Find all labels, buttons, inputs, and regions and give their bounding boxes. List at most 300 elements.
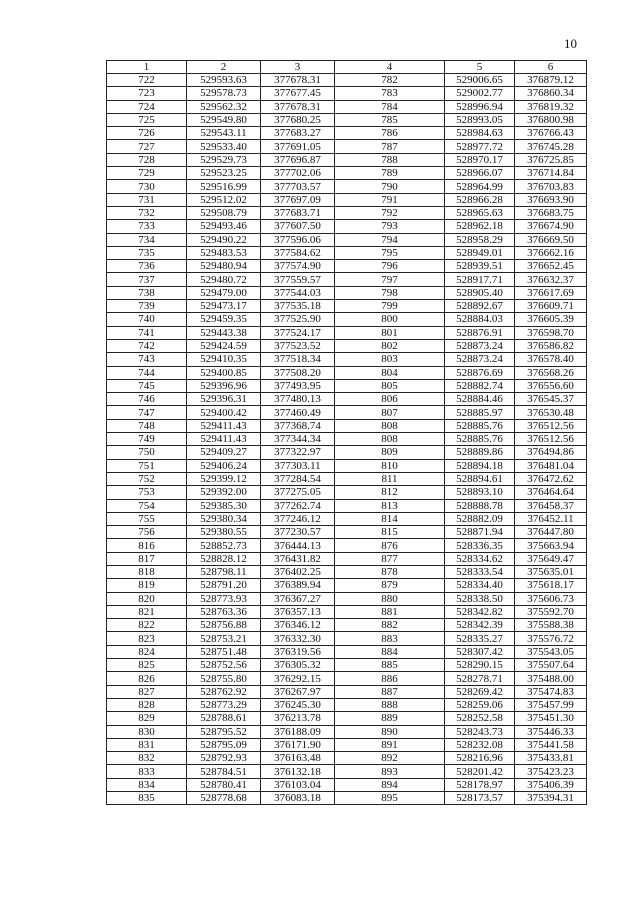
table-row — [107, 220, 587, 233]
table-cell: 828 — [107, 698, 187, 711]
table-row — [107, 326, 587, 339]
table-cell: 375592.70 — [515, 605, 587, 618]
table-cell: 726 — [107, 127, 187, 140]
table-row — [107, 752, 587, 765]
table-row — [107, 140, 587, 153]
column-header: 5 — [445, 61, 515, 74]
table-cell: 377322.97 — [261, 446, 335, 459]
table-cell: 877 — [335, 552, 445, 565]
table-cell: 529399.12 — [187, 472, 261, 485]
table-cell: 528892.67 — [445, 300, 515, 313]
table-row — [107, 619, 587, 632]
table-cell: 376669.50 — [515, 233, 587, 246]
table-cell: 805 — [335, 379, 445, 392]
table-cell: 834 — [107, 778, 187, 791]
table-cell: 529543.11 — [187, 127, 261, 140]
table-row — [107, 233, 587, 246]
table-cell: 377275.05 — [261, 486, 335, 499]
table-cell: 376357.13 — [261, 605, 335, 618]
table-cell: 377535.18 — [261, 300, 335, 313]
table-cell: 528949.01 — [445, 246, 515, 259]
table-cell: 893 — [335, 765, 445, 778]
table-cell: 802 — [335, 339, 445, 352]
table-cell: 814 — [335, 512, 445, 525]
table-cell: 876 — [335, 539, 445, 552]
table-cell: 376674.90 — [515, 220, 587, 233]
table-cell: 376512.56 — [515, 419, 587, 432]
table-cell: 528964.99 — [445, 180, 515, 193]
table-cell: 528885.97 — [445, 406, 515, 419]
table-cell: 376245.30 — [261, 698, 335, 711]
page-number: 10 — [564, 36, 577, 51]
table-row — [107, 725, 587, 738]
table-cell: 376819.32 — [515, 100, 587, 113]
table-cell: 801 — [335, 326, 445, 339]
table-cell: 810 — [335, 459, 445, 472]
table-row — [107, 353, 587, 366]
table-cell: 724 — [107, 100, 187, 113]
table-cell: 377284.54 — [261, 472, 335, 485]
table-cell: 376632.37 — [515, 273, 587, 286]
table-cell: 377493.95 — [261, 379, 335, 392]
table-cell: 744 — [107, 366, 187, 379]
table-cell: 375441.58 — [515, 738, 587, 751]
table-cell: 829 — [107, 712, 187, 725]
table-cell: 529549.80 — [187, 113, 261, 126]
table-cell: 831 — [107, 738, 187, 751]
table-cell: 529473.17 — [187, 300, 261, 313]
table-cell: 880 — [335, 592, 445, 605]
table-cell: 377574.90 — [261, 260, 335, 273]
table-cell: 376605.39 — [515, 313, 587, 326]
table-cell: 529406.24 — [187, 459, 261, 472]
table-cell: 888 — [335, 698, 445, 711]
table-cell: 890 — [335, 725, 445, 738]
table-cell: 883 — [335, 632, 445, 645]
table-cell: 528917.71 — [445, 273, 515, 286]
table-cell: 528216.96 — [445, 752, 515, 765]
table-cell: 528965.63 — [445, 206, 515, 219]
table-row — [107, 778, 587, 791]
table-cell: 528791.20 — [187, 579, 261, 592]
table-cell: 529562.32 — [187, 100, 261, 113]
table-cell: 528178.97 — [445, 778, 515, 791]
table-row — [107, 592, 587, 605]
table-cell: 755 — [107, 512, 187, 525]
table-row — [107, 273, 587, 286]
table-cell: 528336.35 — [445, 539, 515, 552]
table-cell: 529512.02 — [187, 193, 261, 206]
table-cell: 832 — [107, 752, 187, 765]
table-cell: 786 — [335, 127, 445, 140]
table-cell: 528756.88 — [187, 619, 261, 632]
table-cell: 376402.25 — [261, 565, 335, 578]
table-cell: 529385.30 — [187, 499, 261, 512]
table-cell: 529396.31 — [187, 393, 261, 406]
table-cell: 529002.77 — [445, 87, 515, 100]
table-cell: 377523.52 — [261, 339, 335, 352]
table-cell: 376171.90 — [261, 738, 335, 751]
table-cell: 377680.25 — [261, 113, 335, 126]
table-row — [107, 313, 587, 326]
table-cell: 803 — [335, 353, 445, 366]
table-cell: 376267.97 — [261, 685, 335, 698]
table-cell: 528243.73 — [445, 725, 515, 738]
table-cell: 886 — [335, 672, 445, 685]
table-cell: 725 — [107, 113, 187, 126]
table-cell: 895 — [335, 792, 445, 805]
table-cell: 806 — [335, 393, 445, 406]
table-cell: 375507.64 — [515, 659, 587, 672]
table-cell: 376305.32 — [261, 659, 335, 672]
table-cell: 528763.36 — [187, 605, 261, 618]
table-cell: 790 — [335, 180, 445, 193]
table-cell: 745 — [107, 379, 187, 392]
table-cell: 885 — [335, 659, 445, 672]
table-cell: 377246.12 — [261, 512, 335, 525]
table-cell: 528984.63 — [445, 127, 515, 140]
table-cell: 377683.27 — [261, 127, 335, 140]
table-cell: 529411.43 — [187, 419, 261, 432]
table-cell: 375451.30 — [515, 712, 587, 725]
table-cell: 529400.85 — [187, 366, 261, 379]
table-cell: 529410.35 — [187, 353, 261, 366]
table-cell: 377262.74 — [261, 499, 335, 512]
table-cell: 528993.05 — [445, 113, 515, 126]
table-row — [107, 180, 587, 193]
table-cell: 528338.50 — [445, 592, 515, 605]
table-row — [107, 393, 587, 406]
table-cell: 377344.34 — [261, 433, 335, 446]
table-cell: 375394.31 — [515, 792, 587, 805]
table-body — [107, 74, 587, 805]
table-cell: 376188.09 — [261, 725, 335, 738]
table-row — [107, 379, 587, 392]
table-cell: 528884.03 — [445, 313, 515, 326]
table-cell: 784 — [335, 100, 445, 113]
table-cell: 748 — [107, 419, 187, 432]
table-cell: 375576.72 — [515, 632, 587, 645]
table-cell: 528173.57 — [445, 792, 515, 805]
table-cell: 887 — [335, 685, 445, 698]
table-cell: 376494.86 — [515, 446, 587, 459]
table-cell: 377678.31 — [261, 74, 335, 87]
table-cell: 377696.87 — [261, 153, 335, 166]
table-cell: 818 — [107, 565, 187, 578]
table-row — [107, 286, 587, 299]
table-row — [107, 605, 587, 618]
table-cell: 796 — [335, 260, 445, 273]
table-row — [107, 792, 587, 805]
table-cell: 376452.11 — [515, 512, 587, 525]
table-row — [107, 698, 587, 711]
table-cell: 788 — [335, 153, 445, 166]
table-row — [107, 765, 587, 778]
table-cell: 825 — [107, 659, 187, 672]
table-cell: 377607.50 — [261, 220, 335, 233]
table-cell: 723 — [107, 87, 187, 100]
table-row — [107, 499, 587, 512]
table-cell: 377697.09 — [261, 193, 335, 206]
table-row — [107, 579, 587, 592]
table-cell: 823 — [107, 632, 187, 645]
table-row — [107, 738, 587, 751]
table-cell: 528201.42 — [445, 765, 515, 778]
table-cell: 376464.64 — [515, 486, 587, 499]
table-cell: 528259.06 — [445, 698, 515, 711]
table-cell: 529516.99 — [187, 180, 261, 193]
table-cell: 376472.62 — [515, 472, 587, 485]
table-cell: 376556.60 — [515, 379, 587, 392]
table-cell: 377691.05 — [261, 140, 335, 153]
table-cell: 376103.04 — [261, 778, 335, 791]
column-header: 2 — [187, 61, 261, 74]
table-cell: 739 — [107, 300, 187, 313]
table-cell: 528876.91 — [445, 326, 515, 339]
table-cell: 376800.98 — [515, 113, 587, 126]
table-cell: 528905.40 — [445, 286, 515, 299]
table-cell: 741 — [107, 326, 187, 339]
table-cell: 835 — [107, 792, 187, 805]
table-cell: 884 — [335, 645, 445, 658]
table-cell: 528751.48 — [187, 645, 261, 658]
table-cell: 808 — [335, 433, 445, 446]
table-cell: 376163.48 — [261, 752, 335, 765]
table-row — [107, 526, 587, 539]
table-cell: 376431.82 — [261, 552, 335, 565]
table-cell: 377596.06 — [261, 233, 335, 246]
table-cell: 727 — [107, 140, 187, 153]
table-cell: 528252.58 — [445, 712, 515, 725]
table-cell: 528873.24 — [445, 353, 515, 366]
table-cell: 528780.41 — [187, 778, 261, 791]
table-cell: 747 — [107, 406, 187, 419]
table-cell: 878 — [335, 565, 445, 578]
table-cell: 894 — [335, 778, 445, 791]
table-cell: 375649.47 — [515, 552, 587, 565]
table-cell: 892 — [335, 752, 445, 765]
table-cell: 529593.63 — [187, 74, 261, 87]
table-cell: 376609.71 — [515, 300, 587, 313]
table-cell: 529459.35 — [187, 313, 261, 326]
table-cell: 375663.94 — [515, 539, 587, 552]
table-cell: 528232.08 — [445, 738, 515, 751]
table-cell: 375433.81 — [515, 752, 587, 765]
table-cell: 529480.72 — [187, 273, 261, 286]
table-cell: 529483.53 — [187, 246, 261, 259]
table-cell: 529533.40 — [187, 140, 261, 153]
table-cell: 376598.70 — [515, 326, 587, 339]
table-cell: 528269.42 — [445, 685, 515, 698]
table-row — [107, 100, 587, 113]
table-cell: 376683.75 — [515, 206, 587, 219]
table-cell: 376578.40 — [515, 353, 587, 366]
table-cell: 376447.80 — [515, 526, 587, 539]
table-cell: 375588.38 — [515, 619, 587, 632]
table-cell: 811 — [335, 472, 445, 485]
table-cell: 528762.92 — [187, 685, 261, 698]
table-cell: 376292.15 — [261, 672, 335, 685]
table-cell: 529508.79 — [187, 206, 261, 219]
table-cell: 528888.78 — [445, 499, 515, 512]
table-cell: 891 — [335, 738, 445, 751]
table-row — [107, 246, 587, 259]
table-cell: 375635.01 — [515, 565, 587, 578]
table-cell: 529578.73 — [187, 87, 261, 100]
table-cell: 738 — [107, 286, 187, 299]
table-cell: 528894.18 — [445, 459, 515, 472]
table-cell: 746 — [107, 393, 187, 406]
table-cell: 376530.48 — [515, 406, 587, 419]
table-cell: 376389.94 — [261, 579, 335, 592]
table-row — [107, 512, 587, 525]
table-cell: 889 — [335, 712, 445, 725]
table-row — [107, 459, 587, 472]
table-cell: 528876.69 — [445, 366, 515, 379]
table-row — [107, 712, 587, 725]
table-cell: 529479.00 — [187, 286, 261, 299]
table-cell: 376346.12 — [261, 619, 335, 632]
table-cell: 879 — [335, 579, 445, 592]
table-row — [107, 565, 587, 578]
table-row — [107, 193, 587, 206]
table-cell: 528970.17 — [445, 153, 515, 166]
table-cell: 808 — [335, 419, 445, 432]
table-cell: 733 — [107, 220, 187, 233]
table-cell: 528290.15 — [445, 659, 515, 672]
table-cell: 375606.73 — [515, 592, 587, 605]
table-cell: 749 — [107, 433, 187, 446]
table-cell: 809 — [335, 446, 445, 459]
table-cell: 528335.27 — [445, 632, 515, 645]
table-cell: 754 — [107, 499, 187, 512]
table-cell: 528773.93 — [187, 592, 261, 605]
table-row — [107, 659, 587, 672]
table-cell: 528784.51 — [187, 765, 261, 778]
table-cell: 528966.07 — [445, 167, 515, 180]
table-cell: 376860.34 — [515, 87, 587, 100]
table-cell: 376766.43 — [515, 127, 587, 140]
table-cell: 528788.61 — [187, 712, 261, 725]
table-cell: 827 — [107, 685, 187, 698]
table-cell: 377518.34 — [261, 353, 335, 366]
table-cell: 528795.09 — [187, 738, 261, 751]
table-row — [107, 486, 587, 499]
table-row — [107, 113, 587, 126]
table-cell: 820 — [107, 592, 187, 605]
table-cell: 736 — [107, 260, 187, 273]
table-cell: 816 — [107, 539, 187, 552]
table-cell: 813 — [335, 499, 445, 512]
table-cell: 789 — [335, 167, 445, 180]
table-cell: 528828.12 — [187, 552, 261, 565]
table-cell: 528882.74 — [445, 379, 515, 392]
table-cell: 377677.45 — [261, 87, 335, 100]
table-cell: 528307.42 — [445, 645, 515, 658]
table-cell: 375474.83 — [515, 685, 587, 698]
table-cell: 881 — [335, 605, 445, 618]
table-cell: 817 — [107, 552, 187, 565]
table-cell: 377683.71 — [261, 206, 335, 219]
table-cell: 735 — [107, 246, 187, 259]
table-cell: 376512.56 — [515, 433, 587, 446]
table-cell: 826 — [107, 672, 187, 685]
table-cell: 734 — [107, 233, 187, 246]
table-cell: 528958.29 — [445, 233, 515, 246]
table-cell: 800 — [335, 313, 445, 326]
table-row — [107, 206, 587, 219]
table-cell: 528778.68 — [187, 792, 261, 805]
coordinates-table — [106, 60, 587, 805]
table-cell: 528342.39 — [445, 619, 515, 632]
table-cell: 377702.06 — [261, 167, 335, 180]
table-row — [107, 419, 587, 432]
table-row — [107, 74, 587, 87]
table-cell: 377559.57 — [261, 273, 335, 286]
table-cell: 528885.76 — [445, 419, 515, 432]
table-cell: 729 — [107, 167, 187, 180]
table-cell: 804 — [335, 366, 445, 379]
table-cell: 529409.27 — [187, 446, 261, 459]
table-row — [107, 685, 587, 698]
table-cell: 376725.85 — [515, 153, 587, 166]
table-cell: 377544.03 — [261, 286, 335, 299]
table-cell: 528884.46 — [445, 393, 515, 406]
table-cell: 529424.59 — [187, 339, 261, 352]
table-cell: 528773.29 — [187, 698, 261, 711]
table-cell: 528334.40 — [445, 579, 515, 592]
table-cell: 528996.94 — [445, 100, 515, 113]
table-cell: 377230.57 — [261, 526, 335, 539]
table-row — [107, 339, 587, 352]
table-cell: 377480.13 — [261, 393, 335, 406]
table-cell: 797 — [335, 273, 445, 286]
table-cell: 528792.93 — [187, 752, 261, 765]
table-cell: 375446.33 — [515, 725, 587, 738]
table-cell: 732 — [107, 206, 187, 219]
table-row — [107, 260, 587, 273]
table-cell: 529411.43 — [187, 433, 261, 446]
table-cell: 377678.31 — [261, 100, 335, 113]
table-cell: 529523.25 — [187, 167, 261, 180]
table-cell: 376714.84 — [515, 167, 587, 180]
column-header: 4 — [335, 61, 445, 74]
table-cell: 528342.82 — [445, 605, 515, 618]
table-cell: 782 — [335, 74, 445, 87]
table-cell: 731 — [107, 193, 187, 206]
table-cell: 819 — [107, 579, 187, 592]
table-cell: 376444.13 — [261, 539, 335, 552]
table-cell: 728 — [107, 153, 187, 166]
table-cell: 824 — [107, 645, 187, 658]
table-cell: 529529.73 — [187, 153, 261, 166]
table-cell: 528882.09 — [445, 512, 515, 525]
table-cell: 376545.37 — [515, 393, 587, 406]
table-cell: 376745.28 — [515, 140, 587, 153]
table-cell: 529493.46 — [187, 220, 261, 233]
table-cell: 799 — [335, 300, 445, 313]
table-cell: 375618.17 — [515, 579, 587, 592]
table-cell: 722 — [107, 74, 187, 87]
table-cell: 377525.90 — [261, 313, 335, 326]
table-cell: 376458.37 — [515, 499, 587, 512]
table-cell: 528962.18 — [445, 220, 515, 233]
table-cell: 376132.18 — [261, 765, 335, 778]
table-cell: 798 — [335, 286, 445, 299]
table-cell: 376586.82 — [515, 339, 587, 352]
table-cell: 376703.83 — [515, 180, 587, 193]
table-cell: 377524.17 — [261, 326, 335, 339]
